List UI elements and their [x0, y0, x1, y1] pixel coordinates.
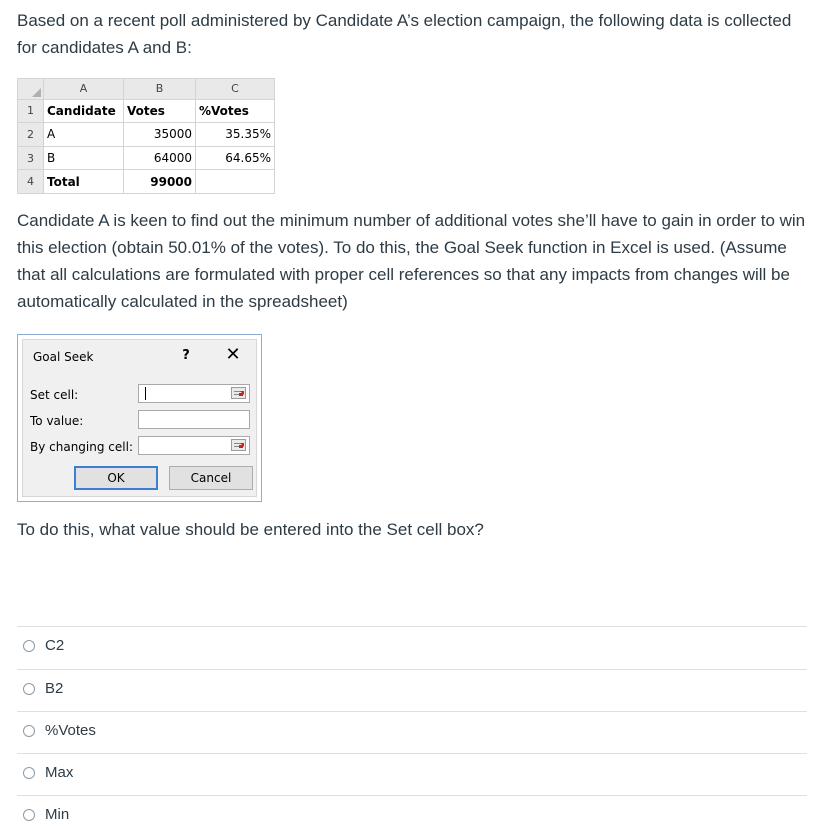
- ok-button[interactable]: OK: [74, 466, 158, 490]
- cell-a4: Total: [44, 170, 124, 194]
- changing-cell-label: By changing cell:: [30, 440, 133, 454]
- table-row: [18, 170, 275, 194]
- column-header-b: B: [124, 79, 196, 100]
- select-all-corner: [18, 79, 44, 100]
- collapse-dialog-icon[interactable]: [231, 439, 246, 451]
- divider: [17, 711, 807, 712]
- option-label: Max: [45, 764, 74, 781]
- cell-a2: A: [44, 123, 124, 147]
- radio-button[interactable]: [23, 725, 35, 737]
- text-caret: [145, 387, 146, 400]
- option-percent-votes[interactable]: [20, 721, 420, 743]
- option-c2[interactable]: [20, 636, 420, 658]
- radio-button[interactable]: [23, 683, 35, 695]
- row-header: 3: [18, 146, 44, 170]
- divider: [17, 626, 807, 627]
- close-icon[interactable]: ✕: [225, 344, 241, 365]
- option-label: B2: [45, 680, 64, 697]
- cell-b2: 35000: [124, 123, 196, 147]
- radio-button[interactable]: [23, 767, 35, 779]
- cell-b3: 64000: [124, 146, 196, 170]
- goal-seek-dialog: [17, 334, 262, 502]
- divider: [17, 795, 807, 796]
- option-label: C2: [45, 637, 65, 654]
- help-button[interactable]: ?: [182, 348, 190, 363]
- cancel-button[interactable]: Cancel: [169, 466, 253, 490]
- dialog-title: Goal Seek: [33, 350, 94, 364]
- goal-seek-panel: [22, 339, 257, 497]
- collapse-dialog-icon[interactable]: [231, 387, 246, 399]
- spreadsheet-table: [17, 78, 275, 194]
- option-max[interactable]: [20, 763, 420, 785]
- set-cell-input[interactable]: [138, 384, 250, 403]
- table-row: [18, 146, 275, 170]
- question-intro: Based on a recent poll administered by Candidate A’s election campaign, the following data is collected for candidates A and B:: [17, 11, 792, 57]
- option-min[interactable]: [20, 805, 420, 827]
- question-prompt: To do this, what value should be entered into the Set cell box?: [17, 520, 484, 539]
- set-cell-label: Set cell:: [30, 388, 79, 402]
- option-label: Min: [45, 806, 70, 823]
- cell-a1: Candidate: [44, 99, 124, 123]
- column-header-c: C: [196, 79, 275, 100]
- cell-b4: 99000: [124, 170, 196, 194]
- table-row: [18, 123, 275, 147]
- radio-button[interactable]: [23, 640, 35, 652]
- row-header: 2: [18, 123, 44, 147]
- option-label: %Votes: [45, 722, 96, 739]
- cell-b1: Votes: [124, 99, 196, 123]
- cell-c4: [196, 170, 275, 194]
- to-value-input[interactable]: [138, 410, 250, 429]
- question-description: Candidate A is keen to find out the minimum number of additional votes she’ll have to gain in order to win this election (obtain 50.01% of the votes). To do this, the Goal Seek function in Excel is used. (Assume that all calculations are formulated with proper cell references so that any impacts from changes will be automatically calculated in the spreadsheet): [17, 211, 806, 311]
- to-value-label: To value:: [30, 414, 84, 428]
- table-row: [18, 99, 275, 123]
- column-header-a: A: [44, 79, 124, 100]
- cell-c1: %Votes: [196, 99, 275, 123]
- changing-cell-input[interactable]: [138, 436, 250, 455]
- divider: [17, 753, 807, 754]
- radio-button[interactable]: [23, 809, 35, 821]
- option-b2[interactable]: [20, 679, 420, 701]
- row-header: 1: [18, 99, 44, 123]
- cell-c3: 64.65%: [196, 146, 275, 170]
- cell-c2: 35.35%: [196, 123, 275, 147]
- divider: [17, 669, 807, 670]
- row-header: 4: [18, 170, 44, 194]
- column-header-row: [18, 79, 275, 100]
- cell-a3: B: [44, 146, 124, 170]
